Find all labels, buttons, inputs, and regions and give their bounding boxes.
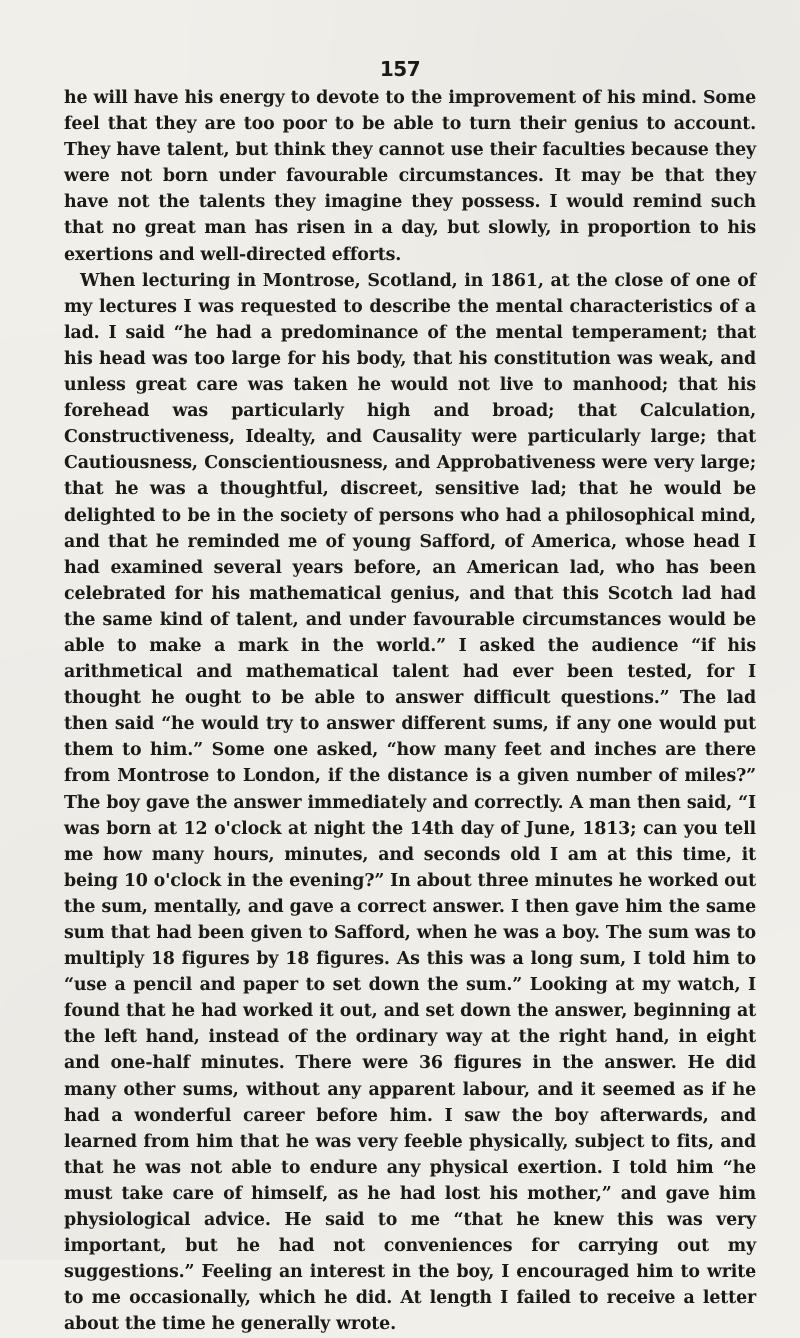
paragraph-1: he will have his energy to devote to the improvement of his mind. Some feel that they are too poor to be able to turn their genius to account. They have talent, but think they cannot use their faculties because they were not born under favourable circumstances. It may be that they have not the talents they imagine they possess. I would remind such that no great man has risen in a day, but slowly, in proportion to his exertions and well-directed efforts. [64,88,756,265]
page-number: 157 [379,57,421,81]
paragraph-2: When lecturing in Montrose, Scotland, in 1861, at the close of one of my lectures I was requested to describe the mental characteristics of a lad. I said “he had a predominance of the mental temperament; that his head was too large for his body, that his constitution was weak, and unless great care was taken he would not live to manhood; that his forehead was particularly high and broad; that Calculation, Constructiveness, Idealty, and Causality were particularly large; that Cautiousness, Conscientiousness, and Approbativeness were very large; that he was a thoughtful, discreet, sensitive lad; that he would be delighted to be in the society of persons who had a philosophical mind, and that he reminded me of young Safford, of America, whose head I had examined several years before, an American lad, who has been celebrated for his mathematical genius, and that this Scotch lad had the same kind of talent, and under favourable circumstances would be able to make a mark in the world.” I asked the audience “if his arithmetical and mathematical talent had ever been tested, for I thought he ought to be able to answer difficult questions.” The lad then said “he would try to answer different sums, if any one would put them to him.” Some one asked, “how many feet and inches are there from Montrose to London, if the distance is a given number of miles?” The boy gave the answer immediately and correctly. A man then said, “I was born at 12 o'clock at night the 14th day of June, 1813; can you tell me how many hours, minutes, and seconds old I am at this time, it being 10 o'clock in the evening?” In about three minutes he worked out the sum, mentally, and gave a correct answer. I then gave him the same sum that had been given to Safford, when he was a boy. The sum was to multiply 18 figures by 18 figures. As this was a long sum, I told him to “use a pencil and paper to set down the sum.” Looking at my watch, I found that he had worked it out, and set down the answer, beginning at the left hand, instead of the ordinary way at the right hand, in eight and one-half minutes. There were 36 figures in the answer. He did many other sums, without any apparent labour, and it seemed as if he had a wonderful career before him. I saw the boy afterwards, and learned from him that he was very feeble physically, subject to fits, and that he was not able to endure any physical exertion. I told him “he must take care of himself, as he had lost his mother,” and gave him physiological advice. He said to me “that he knew this was very important, but he had not conveniences for carrying out my suggestions.” Feeling an interest in the boy, I encouraged him to write to me occasionally, which he did. At length I failed to receive a letter about the time he generally wrote. [64,270,756,1335]
body-text [64,85,756,1338]
